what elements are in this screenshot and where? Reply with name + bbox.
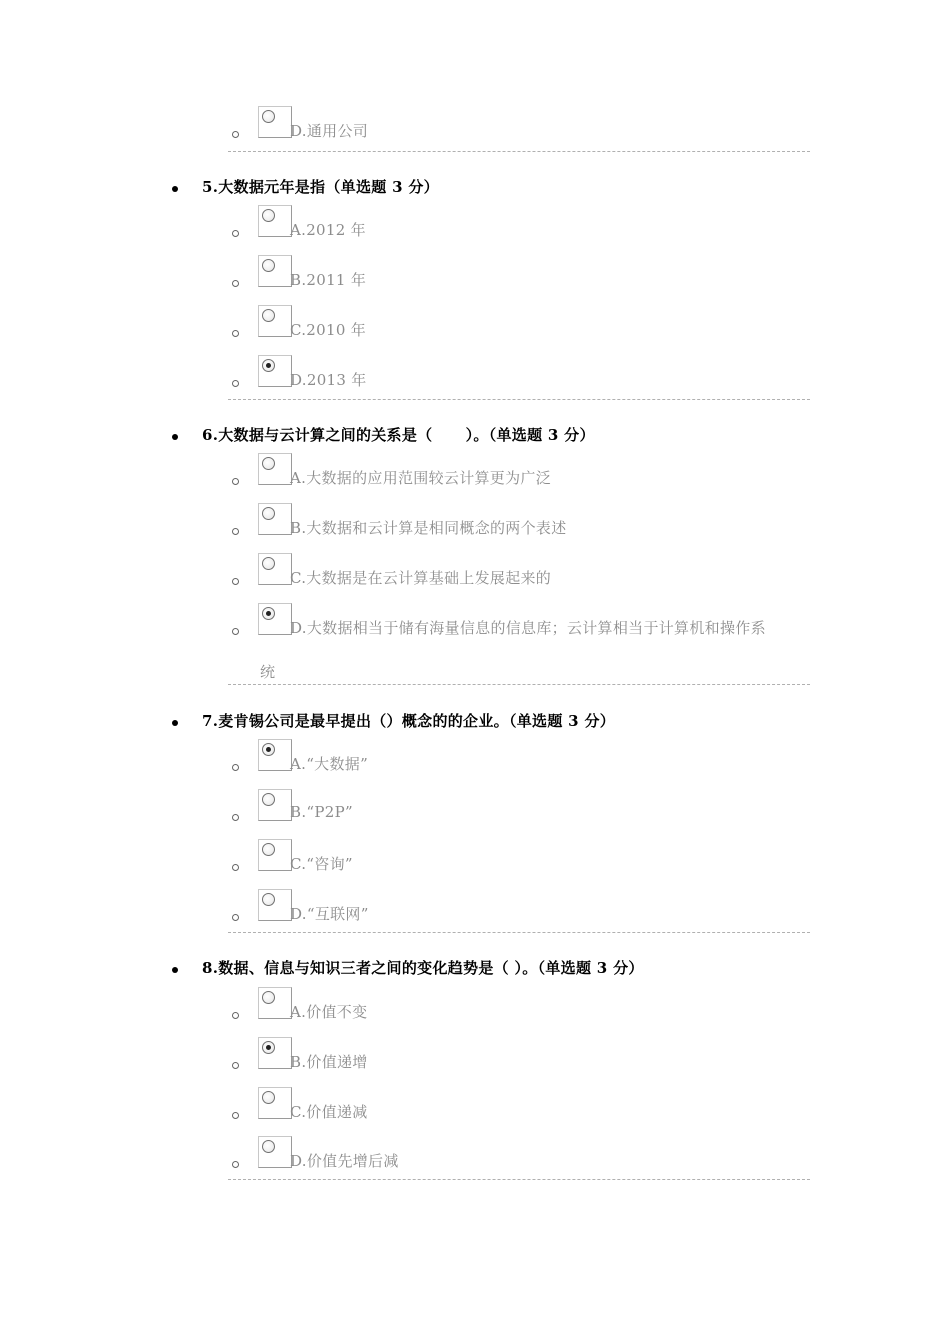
dashed-divider — [228, 1179, 810, 1180]
option-label: A.价值不变 — [290, 1003, 368, 1021]
radio-button-icon[interactable] — [262, 991, 275, 1004]
option-label: C.“咨询” — [290, 855, 353, 873]
option-q8-a[interactable] — [228, 988, 810, 1022]
radio-box[interactable] — [258, 839, 292, 871]
radio-button-icon[interactable] — [262, 1140, 275, 1153]
option-label: C.大数据是在云计算基础上发展起来的 — [290, 569, 552, 587]
list-circle-marker — [232, 814, 239, 821]
list-circle-marker — [232, 478, 239, 485]
radio-button-checked-icon[interactable] — [262, 607, 275, 620]
radio-button-icon[interactable] — [262, 893, 275, 906]
list-circle-marker — [232, 131, 239, 138]
radio-button-icon[interactable] — [262, 793, 275, 806]
list-circle-marker — [232, 764, 239, 771]
dashed-divider — [228, 684, 810, 685]
question-7 — [172, 710, 812, 734]
radio-button-checked-icon[interactable] — [262, 743, 275, 756]
dashed-divider — [228, 151, 810, 152]
option-q8-b[interactable] — [228, 1038, 810, 1072]
list-circle-marker — [232, 330, 239, 337]
option-label: B.大数据和云计算是相同概念的两个表述 — [290, 519, 567, 537]
option-q6-a[interactable] — [228, 454, 810, 488]
option-prev-d[interactable] — [228, 107, 810, 141]
radio-box[interactable] — [258, 553, 292, 585]
option-q5-a[interactable] — [228, 206, 810, 240]
option-label: B.2011 年 — [290, 271, 367, 289]
option-q8-d[interactable] — [228, 1137, 810, 1171]
radio-button-checked-icon[interactable] — [262, 359, 275, 372]
bullet-icon — [172, 720, 178, 726]
radio-box[interactable] — [258, 255, 292, 287]
dashed-divider — [228, 932, 810, 933]
option-q6-c[interactable] — [228, 554, 810, 588]
option-label: C.2010 年 — [290, 321, 367, 339]
radio-button-icon[interactable] — [262, 457, 275, 470]
option-q8-c[interactable] — [228, 1088, 810, 1122]
option-label-continued: 统 — [260, 663, 276, 681]
option-label: D.2013 年 — [290, 371, 367, 389]
option-label: A.2012 年 — [290, 221, 366, 239]
option-q6-b[interactable] — [228, 504, 810, 538]
option-label: D.大数据相当于储有海量信息的信息库；云计算相当于计算机和操作系 — [290, 619, 766, 637]
option-label: B.价值递增 — [290, 1053, 368, 1071]
radio-box[interactable] — [258, 1136, 292, 1168]
question-title: 6.大数据与云计算之间的关系是（ ）。（单选题 3 分） — [202, 426, 595, 444]
radio-button-icon[interactable] — [262, 507, 275, 520]
radio-box[interactable] — [258, 889, 292, 921]
list-circle-marker — [232, 914, 239, 921]
list-circle-marker — [232, 528, 239, 535]
dashed-divider — [228, 399, 810, 400]
option-label: D.价值先增后减 — [290, 1152, 399, 1170]
radio-button-icon[interactable] — [262, 209, 275, 222]
question-title: 8.数据、信息与知识三者之间的变化趋势是（ ）。（单选题 3 分） — [202, 959, 644, 977]
question-title: 7.麦肯锡公司是最早提出（）概念的的企业。（单选题 3 分） — [202, 712, 616, 730]
bullet-icon — [172, 967, 178, 973]
list-circle-marker — [232, 380, 239, 387]
bullet-icon — [172, 186, 178, 192]
list-circle-marker — [232, 628, 239, 635]
option-label: A.大数据的应用范围较云计算更为广泛 — [290, 469, 552, 487]
radio-box[interactable] — [258, 305, 292, 337]
bullet-icon — [172, 434, 178, 440]
radio-button-icon[interactable] — [262, 557, 275, 570]
question-title: 5.大数据元年是指（单选题 3 分） — [202, 178, 439, 196]
radio-box[interactable] — [258, 739, 292, 771]
radio-box[interactable] — [258, 603, 292, 635]
radio-box[interactable] — [258, 205, 292, 237]
option-q5-b[interactable] — [228, 256, 810, 290]
option-q7-b[interactable] — [228, 790, 810, 824]
question-5 — [172, 176, 812, 200]
option-label: A.“大数据” — [290, 755, 369, 773]
radio-box[interactable] — [258, 503, 292, 535]
option-q7-d[interactable] — [228, 890, 810, 924]
radio-box[interactable] — [258, 1087, 292, 1119]
radio-box[interactable] — [258, 106, 292, 138]
radio-box[interactable] — [258, 987, 292, 1019]
option-q7-c[interactable] — [228, 840, 810, 874]
option-label: B.“P2P” — [290, 803, 353, 821]
option-q5-c[interactable] — [228, 306, 810, 340]
radio-button-icon[interactable] — [262, 309, 275, 322]
question-8 — [172, 957, 812, 981]
option-label: D.通用公司 — [290, 122, 369, 140]
radio-box[interactable] — [258, 789, 292, 821]
list-circle-marker — [232, 280, 239, 287]
option-q7-a[interactable] — [228, 740, 810, 774]
radio-box[interactable] — [258, 355, 292, 387]
radio-button-icon[interactable] — [262, 110, 275, 123]
radio-box[interactable] — [258, 453, 292, 485]
list-circle-marker — [232, 1012, 239, 1019]
radio-button-checked-icon[interactable] — [262, 1041, 275, 1054]
radio-box[interactable] — [258, 1037, 292, 1069]
list-circle-marker — [232, 864, 239, 871]
option-label: C.价值递减 — [290, 1103, 368, 1121]
list-circle-marker — [232, 578, 239, 585]
option-label: D.“互联网” — [290, 905, 369, 923]
list-circle-marker — [232, 1112, 239, 1119]
radio-button-icon[interactable] — [262, 843, 275, 856]
list-circle-marker — [232, 230, 239, 237]
option-q6-d[interactable] — [228, 604, 810, 682]
option-q5-d[interactable] — [228, 356, 810, 390]
radio-button-icon[interactable] — [262, 1091, 275, 1104]
list-circle-marker — [232, 1161, 239, 1168]
list-circle-marker — [232, 1062, 239, 1069]
question-6 — [172, 424, 812, 448]
radio-button-icon[interactable] — [262, 259, 275, 272]
